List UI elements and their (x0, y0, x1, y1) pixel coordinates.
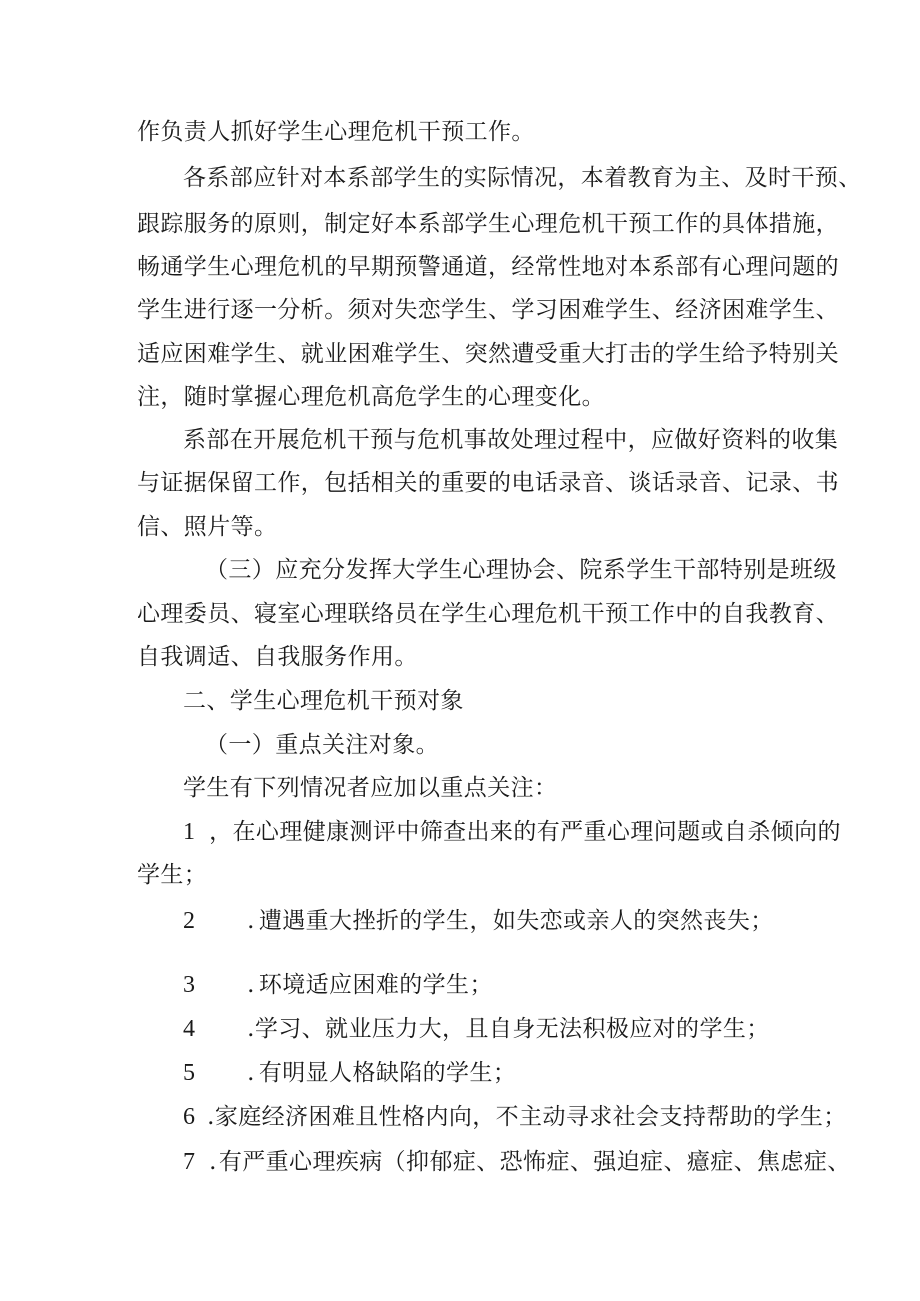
paragraph-line: 注，随时掌握心理危机高危学生的心理变化。 (137, 384, 605, 410)
paragraph-line: 与证据保留工作，包括相关的重要的电话录音、谈话录音、记录、书 (137, 470, 839, 496)
list-item (183, 1147, 851, 1177)
list-item-text: 有明显人格缺陷的学生； (258, 1060, 517, 1086)
list-item-text: 遭遇重大挫折的学生，如失恋或亲人的突然丧失； (258, 908, 774, 934)
list-separator: . (207, 1104, 215, 1130)
paragraph-line: 各系部应针对本系部学生的实际情况，本着教育为主、及时干预、 (183, 165, 862, 191)
paragraph-line: （三）应充分发挥大学生心理协会、院系学生干部特别是班级 (205, 557, 837, 583)
subsection-heading: （一）重点关注对象。 (205, 732, 439, 758)
list-number: 2 (183, 908, 196, 934)
paragraph-line: 作负责人抓好学生心理危机干预工作。 (137, 119, 535, 145)
list-item-text: 在心理健康测评中筛查出来的有严重心理问题或自杀倾向的 (232, 819, 841, 845)
list-separator: ， (209, 819, 233, 845)
paragraph-line: 学生； (137, 862, 208, 888)
list-separator: . (247, 1016, 255, 1042)
paragraph-line: 畅通学生心理危机的早期预警通道，经常性地对本系部有心理问题的 (137, 254, 839, 280)
list-number: 5 (183, 1060, 196, 1086)
list-separator: . (247, 908, 255, 934)
section-heading: 二、学生心理危机干预对象 (183, 688, 464, 714)
list-separator: . (247, 972, 255, 998)
list-item-text: 环境适应困难的学生； (258, 972, 493, 998)
list-item (183, 906, 774, 936)
list-item (183, 1014, 770, 1044)
list-item-text: 有严重心理疾病（抑郁症、恐怖症、强迫症、癔症、焦虑症、 (218, 1149, 851, 1175)
paragraph-line: 学生进行逐一分析。须对失恋学生、学习困难学生、经济困难学生、 (137, 297, 839, 323)
list-item (183, 1102, 847, 1132)
paragraph-line: 适应困难学生、就业困难学生、突然遭受重大打击的学生给予特别关 (137, 341, 839, 367)
paragraph-line: 信、照片等。 (137, 514, 278, 540)
paragraph-line: 学生有下列情况者应加以重点关注： (183, 775, 558, 801)
list-number: 6 (183, 1104, 196, 1130)
list-item (183, 1058, 516, 1088)
list-item-text: 学习、就业压力大，且自身无法积极应对的学生； (254, 1016, 770, 1042)
list-separator: . (209, 1149, 217, 1175)
list-item-text: 家庭经济困难且性格内向，不主动寻求社会支持帮助的学生； (214, 1104, 847, 1130)
list-number: 3 (183, 972, 196, 998)
list-number: 7 (183, 1149, 196, 1175)
list-item (183, 817, 841, 847)
paragraph-line: 系部在开展危机干预与危机事故处理过程中，应做好资料的收集 (183, 427, 839, 453)
list-separator: . (247, 1060, 255, 1086)
list-item (183, 970, 493, 1000)
paragraph-line: 自我调适、自我服务作用。 (137, 644, 418, 670)
paragraph-line: 心理委员、寝室心理联络员在学生心理危机干预工作中的自我教育、 (137, 601, 839, 627)
list-number: 4 (183, 1016, 196, 1042)
paragraph-line: 跟踪服务的原则，制定好本系部学生心理危机干预工作的具体措施， (137, 211, 839, 237)
list-number: 1 (183, 819, 196, 845)
